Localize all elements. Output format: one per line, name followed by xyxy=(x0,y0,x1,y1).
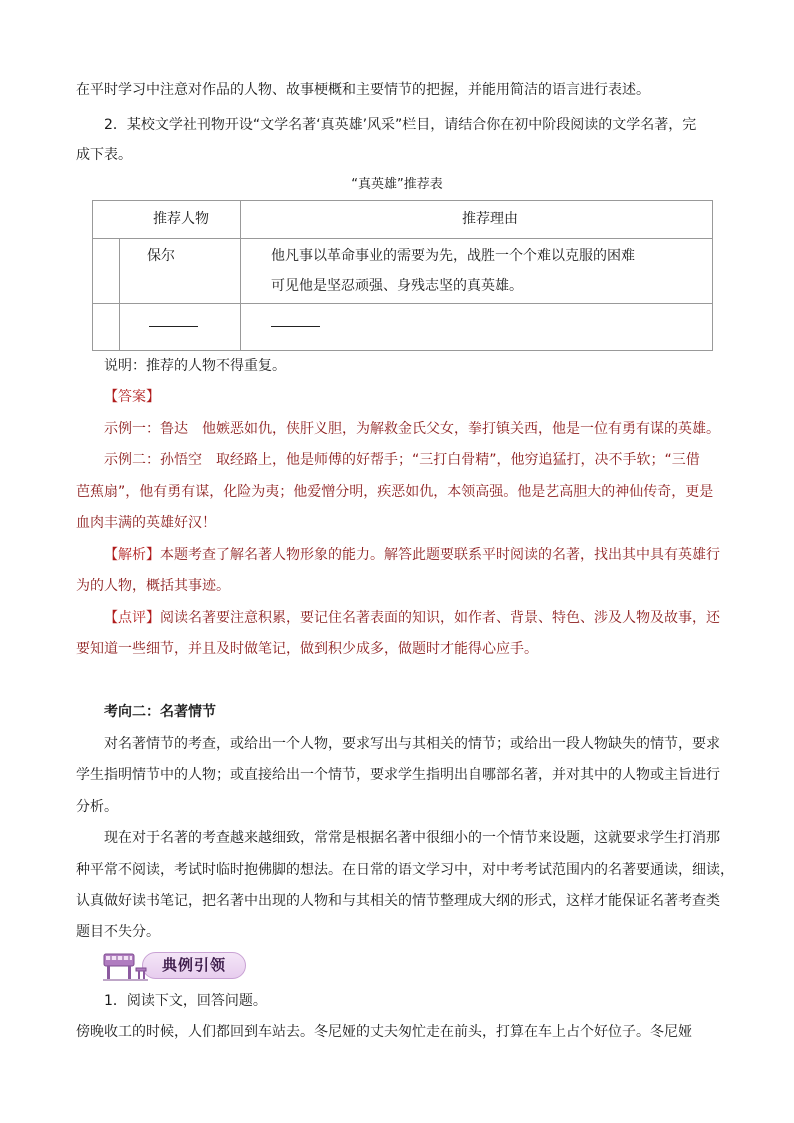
header-reason: 推荐理由 xyxy=(462,211,518,227)
answer-example-1: 示例一：鲁达 他嫉恶如仇，侠肝义胆，为解救金氏父女，拳打镇关西，他是一位有勇有谋的英雄。 xyxy=(104,421,720,437)
answer-label: 【答案】 xyxy=(104,389,160,405)
row1-reason-line-2: 可见他是坚忍顽强、身残志坚的真英雄。 xyxy=(271,278,523,294)
answer-example-2-line-2: 芭蕉扇”，他有勇有谋，化险为夷；他爱憎分明，疾恶如仇，本领高强。他是艺高胆大的神仙传奇，更是 xyxy=(76,484,714,500)
analysis-line-2: 为的人物，概括其事迹。 xyxy=(76,578,230,594)
comment-label: 【点评】 xyxy=(104,610,160,626)
comment-line-2: 要知道一些细节，并且及时做笔记，做到积少成多，做题时才能得心应手。 xyxy=(76,641,538,657)
section-p2-line-3: 认真做好读书笔记，把名著中出现的人物和与其相关的情节整理成大纲的形式，这样才能保证名著考查类 xyxy=(76,893,720,909)
answer-example-2-line-1: 示例二：孙悟空 取经路上，他是师傅的好帮手；“三打白骨精”，他穷追猛打，决不手软；“三借 xyxy=(104,452,700,468)
analysis-line-1 xyxy=(104,545,720,565)
intro-paragraph: 在平时学习中注意对作品的人物、故事梗概和主要情节的把握，并能用简洁的语言进行表述。 xyxy=(76,82,650,98)
section-p1-line-3: 分析。 xyxy=(76,799,118,815)
table-title: “真英雄”推荐表 xyxy=(351,177,443,192)
example-text-line-1: 傍晚收工的时候，人们都回到车站去。冬尼娅的丈夫匆忙走在前头，打算在车上占个好位子。冬尼娅 xyxy=(76,1024,692,1040)
analysis-text-1: 本题考查了解名著人物形象的能力。解答此题要联系平时阅读的名著，找出其中具有英雄行 xyxy=(160,547,720,563)
section-p1-line-2: 学生指明情节中的人物；或直接给出一个情节，要求学生指明出自哪部名著，并对其中的人物或主旨进行 xyxy=(76,767,720,783)
row2-reason-blank xyxy=(271,326,320,327)
comment-line-1 xyxy=(104,608,720,628)
badge-label: 典例引领 xyxy=(162,956,227,974)
table-note: 说明：推荐的人物不得重复。 xyxy=(104,358,286,374)
section-p2-line-1: 现在对于名著的考查越来越细致，常常是根据名著中很细小的一个情节来设题，这就要求学生打消那 xyxy=(104,830,720,846)
comment-text-1: 阅读名著要注意积累，要记住名著表面的知识，如作者、背景、特色、涉及人物及故事，还 xyxy=(160,610,720,626)
example-question: 1．阅读下文，回答问题。 xyxy=(104,993,267,1009)
example-badge xyxy=(102,948,246,982)
table-divider-main xyxy=(240,201,241,350)
section-p2-line-4: 题目不失分。 xyxy=(76,924,160,940)
analysis-label: 【解析】 xyxy=(104,547,160,563)
piano-icon xyxy=(102,948,152,982)
row2-person-blank xyxy=(149,326,198,327)
recommendation-table xyxy=(92,200,713,351)
table-header-line xyxy=(93,238,712,239)
header-person: 推荐人物 xyxy=(153,211,209,227)
answer-example-2-line-3: 血肉丰满的英雄好汉！ xyxy=(76,515,216,531)
row1-person: 保尔 xyxy=(147,248,175,264)
table-row-line xyxy=(93,303,712,304)
question-2-line-1: 2．某校文学社刊物开设“文学名著‘真英雄’风采”栏目，请结合你在初中阶段阅读的文学名著，完 xyxy=(104,117,697,133)
section-p1-line-1: 对名著情节的考查，或给出一个人物，要求写出与其相关的情节；或给出一段人物缺失的情节，要求 xyxy=(104,736,720,752)
section-heading: 考向二：名著情节 xyxy=(104,704,216,720)
question-2-line-2: 成下表。 xyxy=(76,147,132,163)
section-p2-line-2: 种平常不阅读，考试时临时抱佛脚的想法。在日常的语文学习中，对中考考试范围内的名著要通读，细读， xyxy=(76,862,734,878)
table-divider-index xyxy=(119,238,120,350)
row1-reason-line-1: 他凡事以革命事业的需要为先，战胜一个个难以克服的困难 xyxy=(271,248,635,264)
